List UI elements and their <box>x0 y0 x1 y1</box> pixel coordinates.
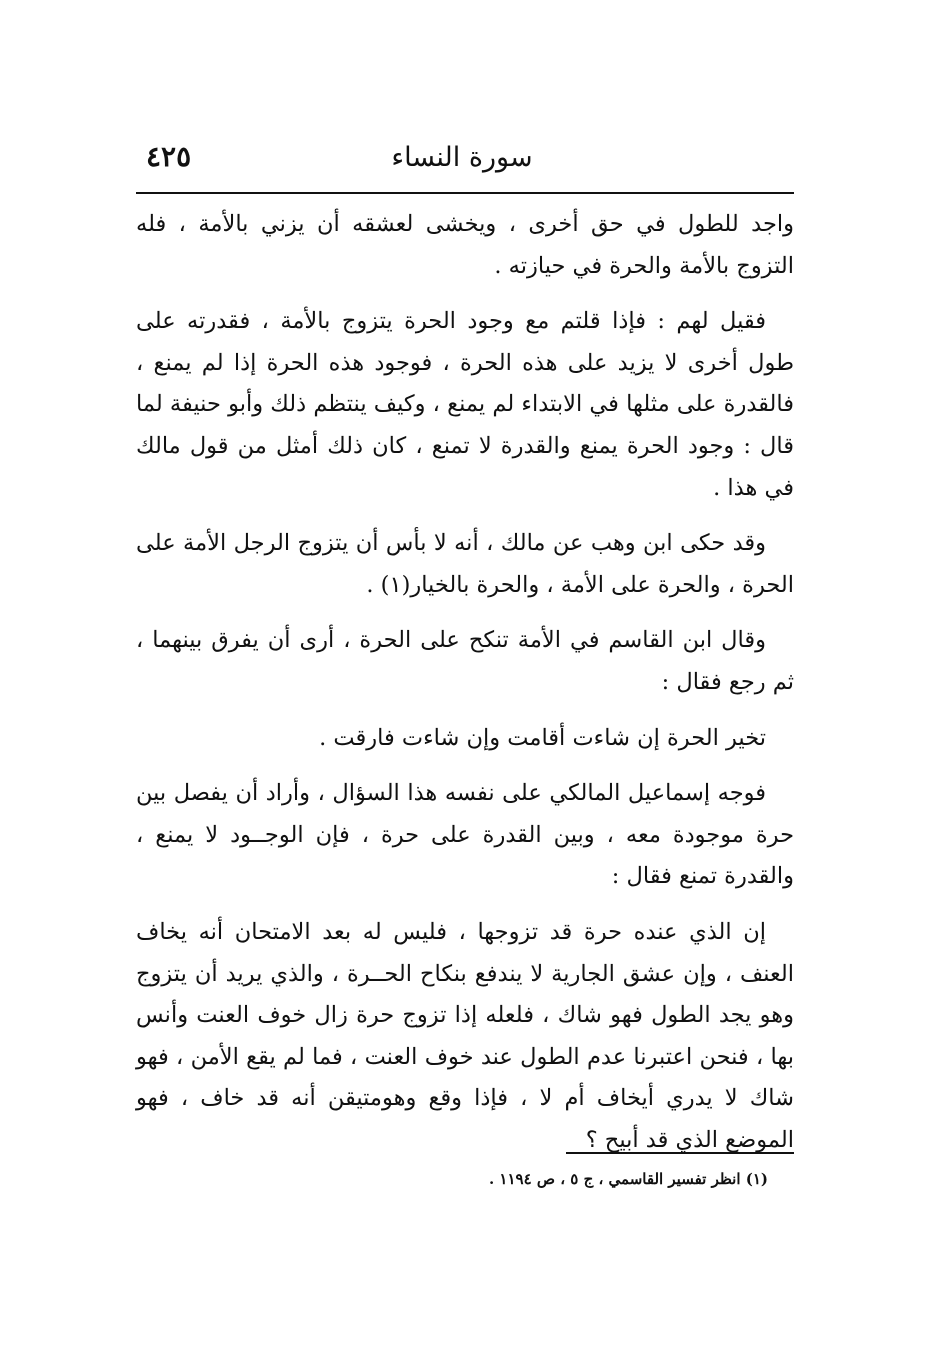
footnote: (١) انظر تفسير القاسمي ، ج ٥ ، ص ١١٩٤ . <box>488 1170 768 1188</box>
paragraph-3: وقد حكى ابن وهب عن مالك ، أنه لا بأس أن يتزوج الرجل الأمة على الحرة ، والحرة على الأمة ، والحرة بالخيار(١) . <box>136 530 794 598</box>
paragraph-2: فقيل لهم : فإذا قلتم مع وجود الحرة يتزوج بالأمة ، فقدرته على طول أخرى لا يزيد على هذه الحرة ، فوجود هذه الحرة إذا لم يمنع ، فالقدرة على مثلها في الابتداء لم يمنع ، وكيف ينتظم ذلك وأبو حنيفة لما قال : وجود الحرة يمنع والقدرة لا تمنع ، كان ذلك أمثل من قول مالك في هذا . <box>136 308 794 501</box>
quoted-ruling: تخير الحرة إن شاءت أقامت وإن شاءت فارقت . <box>319 724 766 751</box>
main-text <box>136 204 794 1175</box>
paragraph-6: إن الذي عنده حرة قد تزوجها ، فليس له بعد الامتحان أنه يخاف العنف ، وإن عشق الجارية لا يندفع بنكاح الحــرة ، والذي يريد أن يتزوج وهو يجد الطول فهو شاك ، فلعله إذا تزوج حرة زال خوف العنت وأنس بها ، فنحن اعتبرنا عدم الطول عند خوف العنت ، فما لم يقع الأمن ، فهو شاك لا يدري أيخاف أم لا ، فإذا وقع وهومتيقن أنه قد خاف ، فهو الموضع الذي قد أبيح ؟ <box>136 918 794 1153</box>
page-number: ٤٢٥ <box>146 140 192 173</box>
paragraph-4: وقال ابن القاسم في الأمة تنكح على الحرة ، أرى أن يفرق بينهما ، ثم رجع فقال : <box>136 627 794 695</box>
surah-title: سورة النساء <box>391 142 533 173</box>
paragraph-1: واجد للطول في حق أخرى ، ويخشى لعشقه أن يزني بالأمة ، فله التزوج بالأمة والحرة في حيازته . <box>136 211 794 279</box>
header-divider <box>136 192 794 194</box>
footnote-divider <box>566 1152 794 1154</box>
paragraph-5: فوجه إسماعيل المالكي على نفسه هذا السؤال ، وأراد أن يفصل بين حرة موجودة معه ، وبين القدرة على حرة ، فإن الوجــود لا يمنع ، والقدرة تمنع فقال : <box>136 780 794 890</box>
page-header <box>130 132 794 180</box>
